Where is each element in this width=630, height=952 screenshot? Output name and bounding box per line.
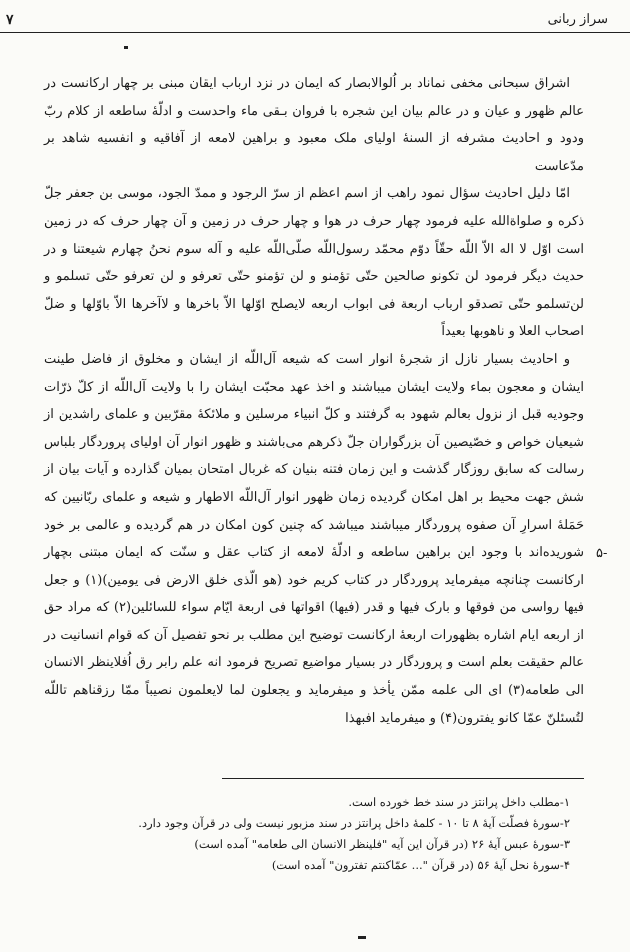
header-rule [0, 32, 630, 33]
main-text [44, 70, 584, 732]
footnote-2: ۲-سورهٔ فصلّت آیهٔ ۸ تا ۱۰ - کلمهٔ داخل پرانتز در سند مزبور نیست ولی در قرآن وجود دارد. [138, 816, 570, 830]
paragraph-shia: و احادیث بسیار نازل از شجرهٔ انوار است که شیعه آل‌اللّه از ایشان و مخلوق از فاضل طینت ایشان و معجون بماء ولایت ایشان میباشند و اخذ عهد محبّت ایشان را با ولایت آل‌اللّه از کلّ ذرّات وجودیه قبل از نزول بعالم شهود به گرفتند و کلّ انبیاء مرسلین و ملائکهٔ مقرّبین و علمای راشدین از شیعیان خواص و خصّیصین آن بزرگواران جلّ ذکرهم می‌باشند و ظهور انوار آن اولیای پروردگار بلباس رسالت که سابق روزگار گذشت و این زمان فتنه بنیان که غربال امتحان بمیان گذارده و آیات بیان از شش جهت محیط بر اهل امکان گردیده زمان ظهور انوار آل‌اللّه الاطهار و شیعه و علمای ربّانیین که حَمَلهٔ اسرارِ آن صفوه پروردگار میباشند میباشد که چنین کون امکان در هم گردیده و عالمی بر خود شوریده‌اند با وجود این براهین ساطعه و ادلّهٔ لامعه از کتاب عقل و سنّت که ایمان مبتنی بچهار ارکانست چنانچه میفرماید پروردگار در کتاب کریم خود (هو الّذی خلق الارض فی یومین)(۱) و جعل فیها رواسی من فوقها و بارک فیها و قدر (فیها) اقواتها فی اربعة ایّام سواء للسائلین(۲) که مراد حق از اربعه ایام اشاره بظهورات اربعهٔ ارکانست توضیح این مطلب بر نحو تفصیل آن که قوام انسانیت در عالم حقیقت بعلم است و پروردگار در بسیار مواضیع تصریح فرمود انه علم رابر رق اُفلاینظر الانسان الی طعامه(۳) ای الی علمه ممّن یأخذ و میفرماید و یجعلون لما لایعلمون نصیباً ممّا رزقناهم تاللّه لتُسئلنّ عمّا کانو یفترون(۴) و میفرماید افبهذا [44, 351, 585, 726]
running-title: سراز ربانی [547, 12, 608, 27]
paragraph-hadith: امّا دلیل احادیث سؤال نمود راهب از اسم اعظم از سرّ الرجود و ممدّ الجود، موسی بن جعفر جلّ ذکره و صلواةالله علیه فرمود چهار حرف در هوا و چهار حرف در زمین و آن چهار حرف که در زمین است اوّل لا اله الاّ اللّه حقّاً دوّم محمّد رسول‌اللّه صلّی‌اللّه علیه و آله سوم نحنُ چهارم شیعتنا و در حدیث دیگر فرمود لن تکونو صالحین حتّی تؤمنو و لن تؤمنو حتّی تعرفو و لن تعرفو حتّی تسلمو و لن‌تسلمو حتّی تصدقو ارباب اربعة فی ابواب اربعه لایصلح اوّلها الاّ باخرها و لاآخرها الاّ باوّلها و ضلّ اصحاب العلا و ناهوبها بعیداً [44, 186, 584, 340]
footnote-4: ۴-سورهٔ نحل آیهٔ ۵۶ (در قرآن "... عمّاکنتم تفترون" آمده است) [271, 858, 570, 872]
footnote-1: ۱-مطلب داخل پرانتز در سند خط خورده است. [348, 795, 570, 809]
margin-note: -۵ [596, 546, 608, 561]
footnote-3: ۳-سورهٔ عبس آیهٔ ۲۶ (در قرآن این آیه "فلینظر الانسان الی طعامه" آمده است) [194, 837, 570, 851]
bottom-speck [358, 936, 366, 939]
footnotes [130, 792, 570, 876]
page-header [0, 8, 630, 32]
footnote-rule [222, 778, 584, 779]
page-number: ۷ [6, 12, 14, 28]
speck-mark [124, 46, 128, 49]
paragraph-intro: اشراق سبحانی مخفی نماناد بر اُلوالابصار که ایمان در نزد ارباب ایقان مبنی بر چهار ارکانست در عالم ظهور و عیان و در عالم بیان این شجره با فروان بـقی ماء واحدست و ادلّهٔ ساطعه از کلام ربّ ودود و احادیث مشرفه از السنهٔ اولیای ملک معبود و براهین لامعه از آفاقیه و انفسیه شاهد بر مدّعاست [44, 76, 584, 174]
